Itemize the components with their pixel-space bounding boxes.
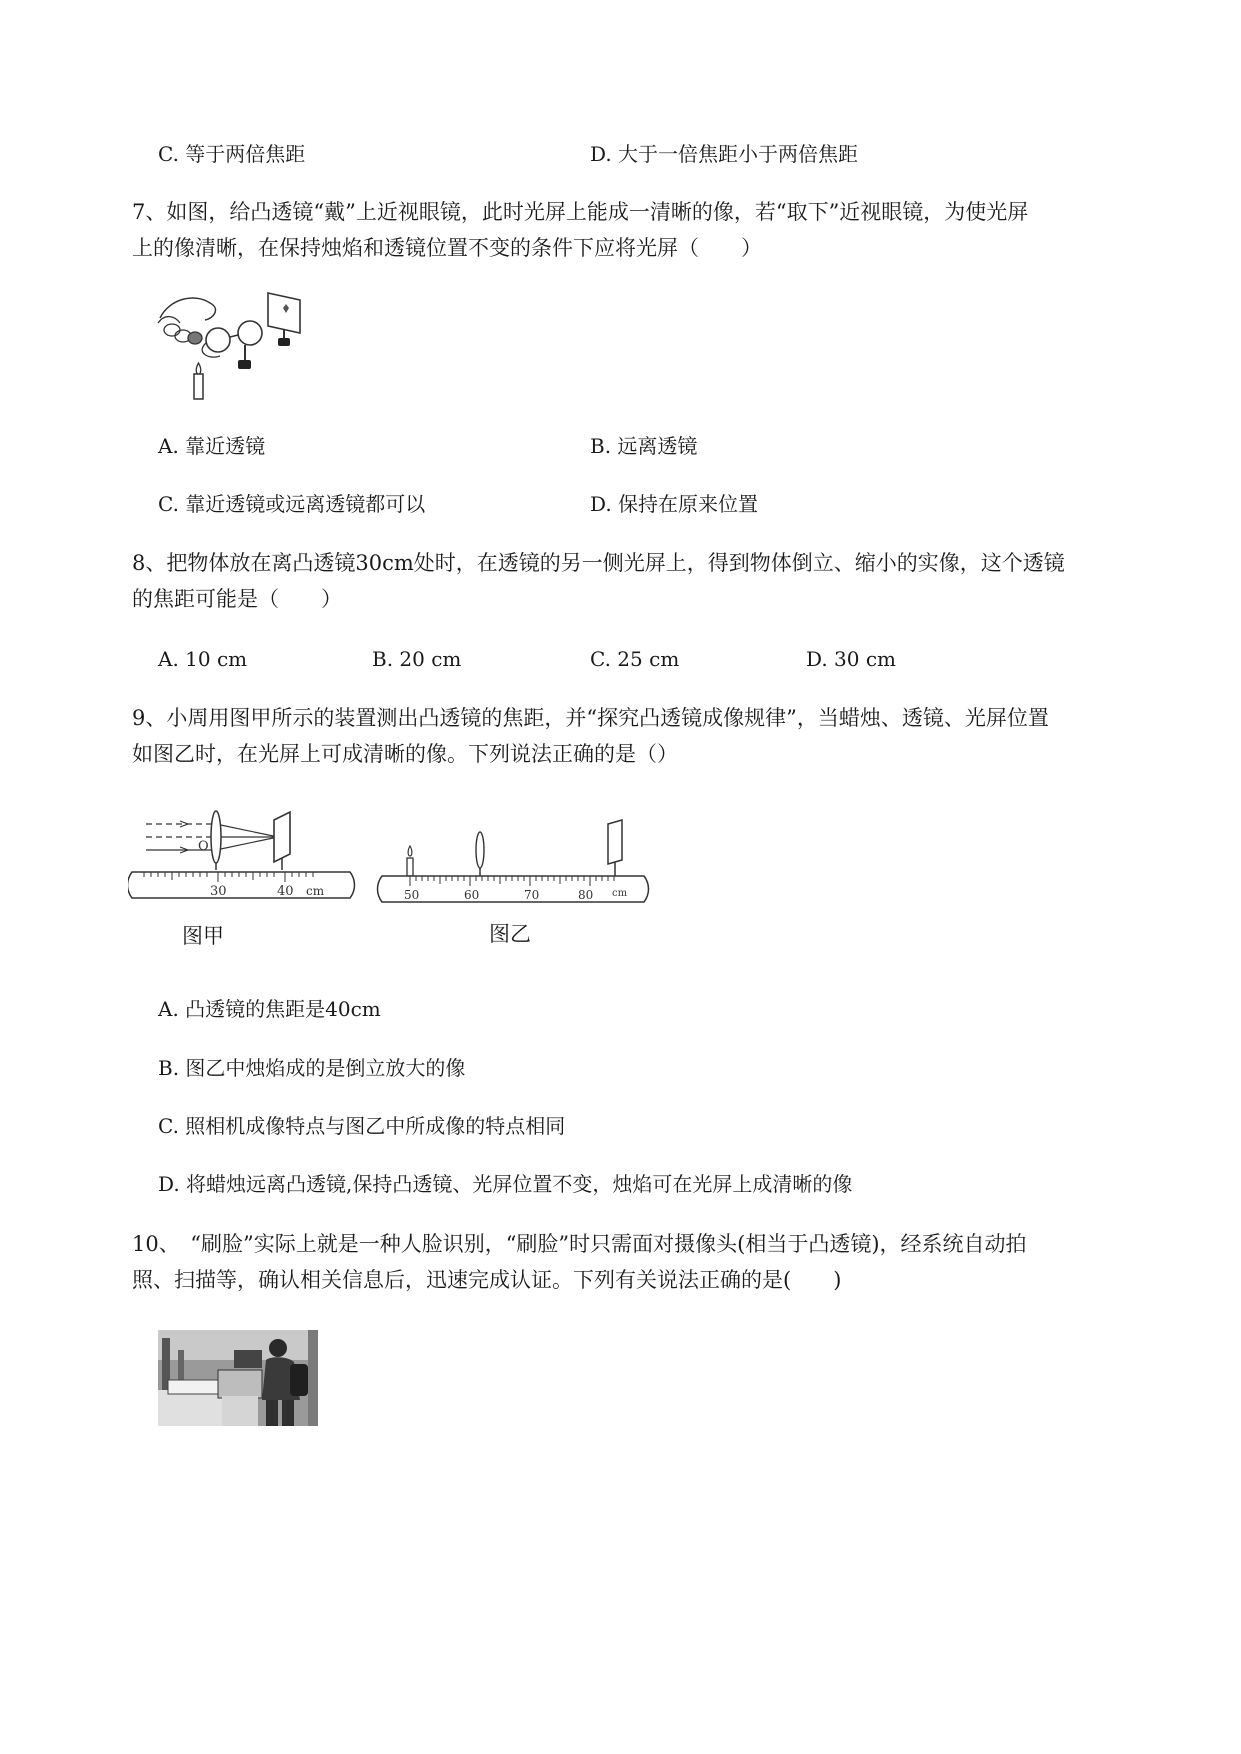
q7-stem-line1: 7、如图，给凸透镜“戴”上近视眼镜，此时光屏上能成一清晰的像，若“取下”近视眼镜，为使光屏 <box>132 200 1029 224</box>
ruler-unit: cm <box>612 888 628 899</box>
q7-option-b: B. 远离透镜 <box>590 434 698 458</box>
q9-stem-line2: 如图乙时，在光屏上可成清晰的像。下列说法正确的是（） <box>132 742 678 766</box>
q10-stem-line1: 10、 “刷脸”实际上就是一种人脸识别，“刷脸”时只需面对摄像头(相当于凸透镜)，经系统自动拍 <box>132 1232 1027 1256</box>
q8-option-b: B. 20 cm <box>372 647 462 671</box>
q7-figure-lens-glasses <box>150 288 310 403</box>
q10-face-scan-photo <box>158 1330 318 1426</box>
lens-center-label: O <box>198 839 209 854</box>
q8-option-d: D. 30 cm <box>806 647 897 671</box>
q9-figure-jia-caption: 图甲 <box>182 924 224 948</box>
q9-option-a: A. 凸透镜的焦距是40cm <box>158 997 381 1021</box>
q9-figure-jia <box>128 810 356 910</box>
q9-figure-yi <box>376 818 652 910</box>
q7-option-d: D. 保持在原来位置 <box>590 492 759 516</box>
ruler-label-50: 50 <box>404 888 420 902</box>
q9-option-c: C. 照相机成像特点与图乙中所成像的特点相同 <box>158 1114 566 1138</box>
ruler-label-70: 70 <box>524 888 540 902</box>
q6-option-d: D. 大于一倍焦距小于两倍焦距 <box>590 142 859 166</box>
q9-figure-yi-caption: 图乙 <box>489 922 531 946</box>
q9-option-b: B. 图乙中烛焰成的是倒立放大的像 <box>158 1056 466 1080</box>
q10-stem-line2: 照、扫描等，确认相关信息后，迅速完成认证。下列有关说法正确的是( ) <box>132 1268 842 1292</box>
ruler-label-40: 40 <box>277 884 294 899</box>
ruler-label-80: 80 <box>578 888 594 902</box>
ruler-unit: cm <box>306 884 325 898</box>
q8-stem-line2: 的焦距可能是（ ） <box>132 587 342 611</box>
q9-option-d: D. 将蜡烛远离凸透镜,保持凸透镜、光屏位置不变，烛焰可在光屏上成清晰的像 <box>158 1172 853 1196</box>
ruler-label-30: 30 <box>210 884 227 899</box>
q7-option-c: C. 靠近透镜或远离透镜都可以 <box>158 492 426 516</box>
ruler-label-60: 60 <box>464 888 480 902</box>
q8-option-a: A. 10 cm <box>158 647 248 671</box>
q6-option-c: C. 等于两倍焦距 <box>158 142 306 166</box>
q7-option-a: A. 靠近透镜 <box>158 434 266 458</box>
q8-option-c: C. 25 cm <box>590 647 680 671</box>
q9-stem-line1: 9、小周用图甲所示的装置测出凸透镜的焦距，并“探究凸透镜成像规律”，当蜡烛、透镜、光屏位置 <box>132 706 1049 730</box>
q8-stem-line1: 8、把物体放在离凸透镜30cm处时，在透镜的另一侧光屏上，得到物体倒立、缩小的实像，这个透镜 <box>132 551 1065 575</box>
q7-stem-line2: 上的像清晰，在保持烛焰和透镜位置不变的条件下应将光屏（ ） <box>132 236 762 260</box>
